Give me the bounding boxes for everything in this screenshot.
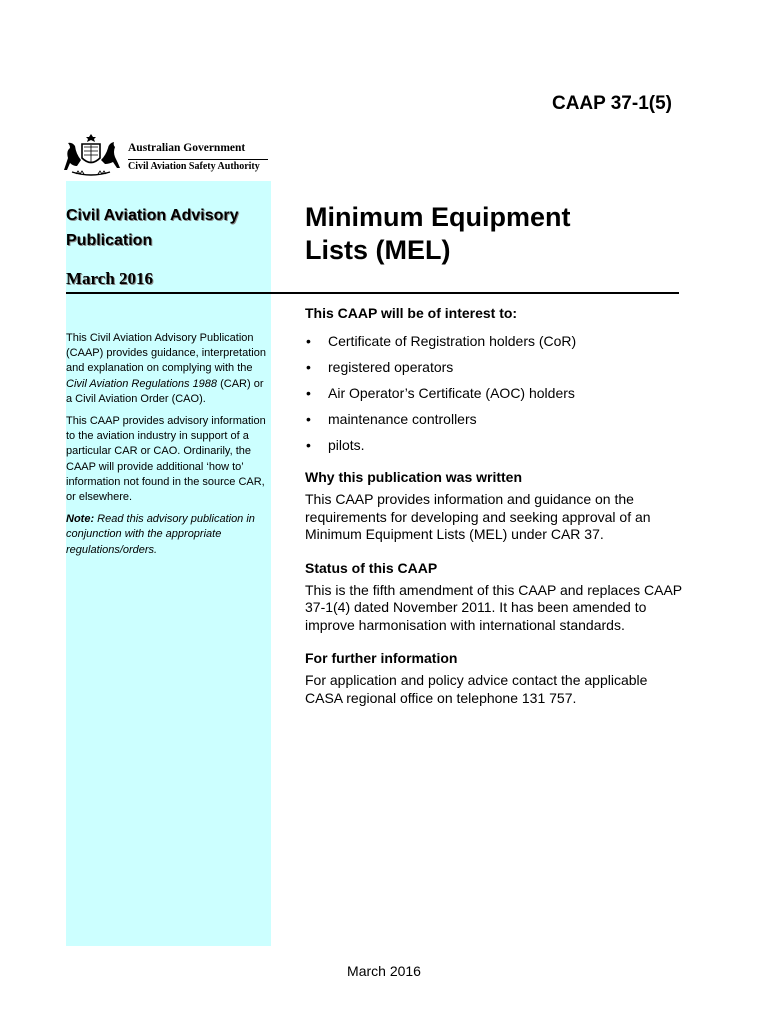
coat-of-arms-icon xyxy=(60,130,122,178)
regulation-title: Civil Aviation Regulations 1988 xyxy=(66,377,218,390)
list-item-label: registered operators xyxy=(328,359,454,375)
bullet-icon: • xyxy=(306,359,311,375)
sidebar xyxy=(66,181,271,946)
publication-series xyxy=(66,203,271,253)
status-paragraph: This is the fifth amendment of this CAAP and replaces CAAP 37-1(4) dated November 2011. It has been amended to improve harmonisation with international standards. xyxy=(305,581,682,633)
list-item-label: maintenance controllers xyxy=(328,411,477,427)
why-paragraph: This CAAP provides information and guidance on the requirements for developing and seeking approval of an Minimum Equipment Lists (MEL) under CAR 37. xyxy=(305,491,651,542)
list-item-label: pilots. xyxy=(328,437,365,453)
document-id: CAAP 37-1(5) xyxy=(551,93,672,114)
title-line-1: Minimum Equipment xyxy=(305,202,571,232)
government-name: Australian Government xyxy=(128,142,246,154)
sidebar-paragraph-2: This CAAP provides advisory information to the aviation industry in support of a particular CAR or CAO. Ordinarily, the CAAP will provide additional ‘how to’ information not found in the source CAR, or elsewhere. xyxy=(66,415,266,504)
footer-date: March 2016 xyxy=(347,963,421,979)
bullet-icon: • xyxy=(306,411,311,427)
list-item xyxy=(305,357,685,383)
why-heading: Why this publication was written xyxy=(305,469,523,485)
title-line-2: Lists (MEL) xyxy=(305,235,451,265)
sidebar-description xyxy=(66,331,272,565)
header-divider xyxy=(66,292,679,294)
interest-heading: This CAAP will be of interest to: xyxy=(305,305,518,321)
list-item xyxy=(305,331,685,357)
agency-name: Civil Aviation Safety Authority xyxy=(128,161,260,172)
status-heading: Status of this CAAP xyxy=(305,559,438,576)
sidebar-para1-text: This Civil Aviation Advisory Publication (CAAP) provides guidance, interpretation and explanation on complying with the xyxy=(66,332,266,375)
further-info-paragraph: For application and policy advice contact the applicable CASA regional office on telephone 131 757. xyxy=(305,672,648,706)
casa-logo xyxy=(60,130,272,178)
series-line-1: Civil Aviation Advisory xyxy=(66,207,239,224)
bullet-icon: • xyxy=(306,333,311,349)
list-item xyxy=(305,409,685,435)
bullet-icon: • xyxy=(306,437,311,453)
further-info-heading: For further information xyxy=(305,650,458,666)
document-title xyxy=(305,201,571,267)
bullet-icon: • xyxy=(306,385,311,401)
list-item-label: Certificate of Registration holders (CoR) xyxy=(328,333,577,349)
publication-date: March 2016 xyxy=(66,269,154,288)
note-label: Note: xyxy=(66,513,95,526)
main-content xyxy=(305,305,685,707)
list-item xyxy=(305,435,685,461)
list-item-label: Air Operator’s Certificate (AOC) holders xyxy=(328,385,575,401)
sidebar-para1-text-end: (CAR) or a Civil Aviation Order (CAO). xyxy=(66,377,264,405)
logo-divider xyxy=(128,159,268,160)
audience-list xyxy=(305,331,685,461)
list-item xyxy=(305,383,685,409)
sidebar-paragraph-1 xyxy=(66,331,272,407)
series-line-2: Publication xyxy=(66,232,153,249)
note-text: Read this advisory publication in conjunction with the appropriate regulations/orders. xyxy=(66,513,255,556)
sidebar-note xyxy=(66,512,272,558)
